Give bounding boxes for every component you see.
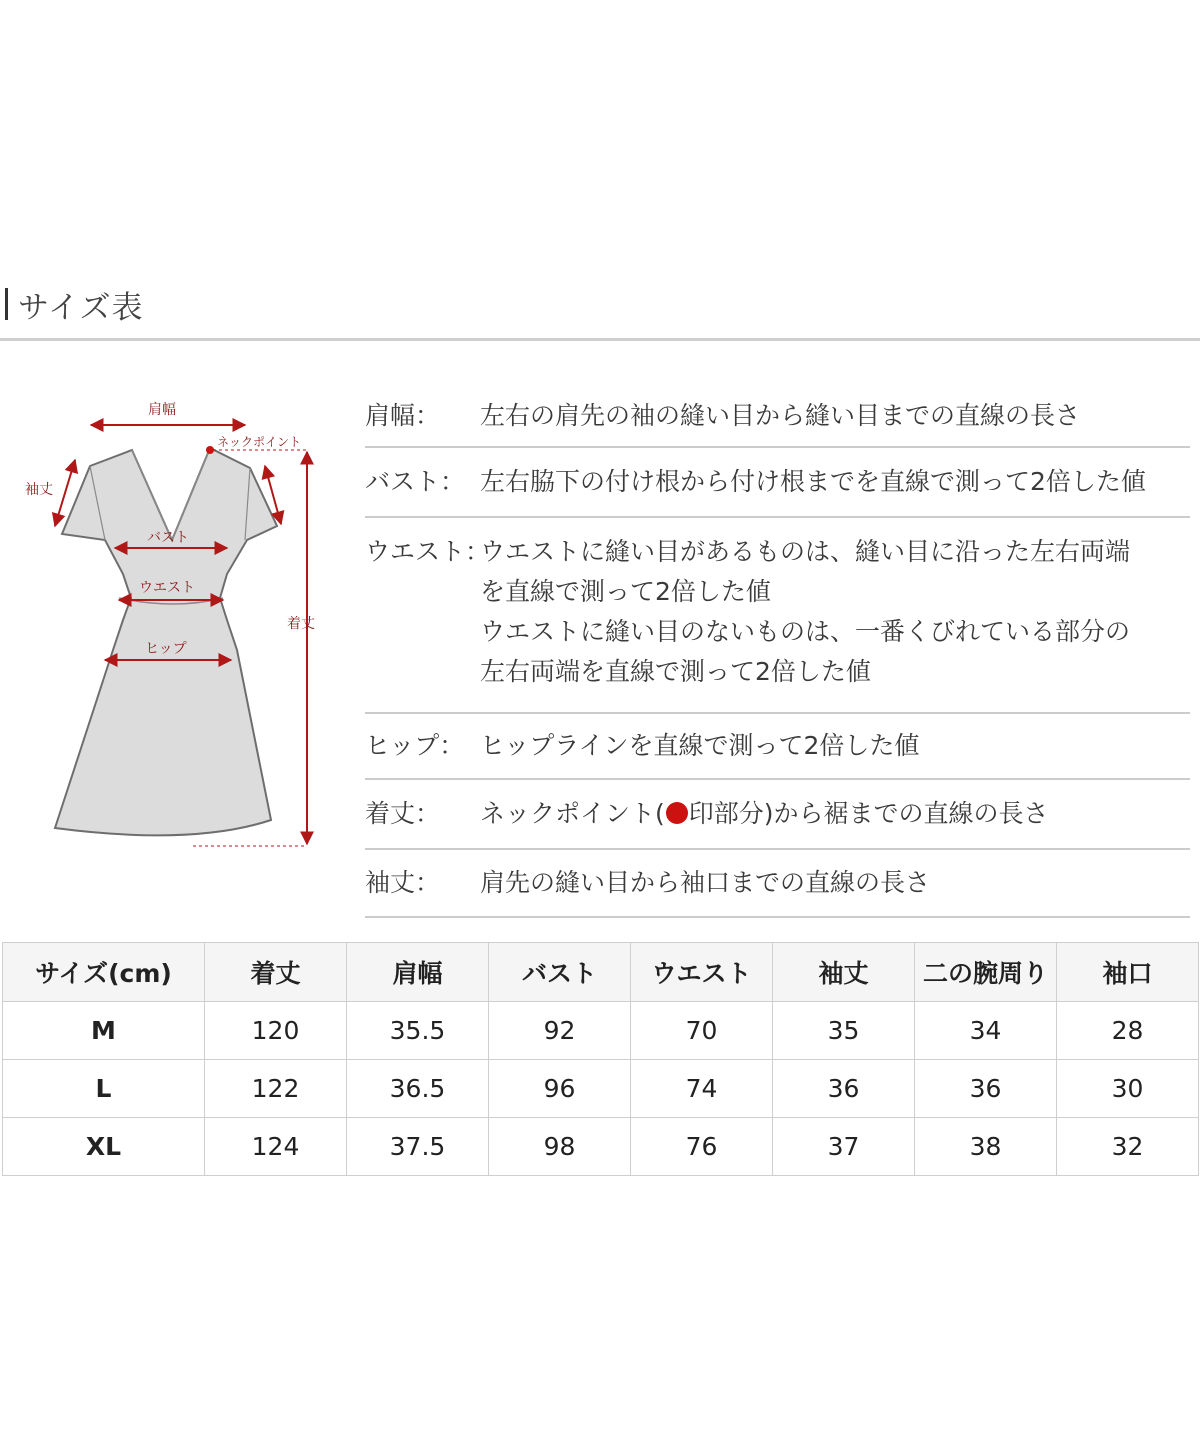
table-cell: 37.5 — [347, 1118, 489, 1176]
table-header-row — [3, 943, 1199, 1002]
table-cell: 124 — [205, 1118, 347, 1176]
definition-line: 肩先の縫い目から袖口までの直線の長さ — [480, 868, 931, 897]
table-cell: 28 — [1057, 1002, 1199, 1060]
definition-term: ヒップ： — [365, 731, 465, 760]
definition-line: を直線で測って2倍した値 — [480, 577, 771, 606]
definition-text — [480, 714, 919, 778]
table-cell: 32 — [1057, 1118, 1199, 1176]
table-cell: 98 — [489, 1118, 631, 1176]
length-label: 着丈 — [287, 616, 315, 632]
definition-line: ヒップラインを直線で測って2倍した値 — [480, 731, 920, 760]
measurement-definitions — [365, 390, 1190, 918]
table-cell: 37 — [773, 1118, 915, 1176]
column-header: サイズ(cm) — [3, 943, 205, 1002]
definition-text — [480, 390, 1080, 446]
definition-text — [480, 850, 930, 916]
sleeve-label: 袖丈 — [25, 482, 53, 498]
bust-label: バスト — [147, 530, 189, 546]
definition-line: ウエストに縫い目のないものは、一番くびれている部分の — [480, 617, 1131, 646]
table-cell: 38 — [915, 1118, 1057, 1176]
size-table — [2, 942, 1199, 1176]
definition-text — [480, 448, 1146, 516]
definition-term: 袖丈： — [365, 868, 441, 897]
table-row — [3, 1002, 1199, 1060]
definition-term: ウエスト： — [365, 537, 491, 566]
definition-waist — [365, 518, 1190, 714]
table-cell: 122 — [205, 1060, 347, 1118]
size-cell: XL — [3, 1118, 205, 1176]
table-cell: 36 — [915, 1060, 1057, 1118]
definition-line: ウエストに縫い目があるものは、縫い目に沿った左右両端 — [480, 537, 1131, 566]
table-cell: 30 — [1057, 1060, 1199, 1118]
column-header: 二の腕周り — [915, 943, 1057, 1002]
definition-term: バスト： — [365, 467, 466, 496]
neck-point-marker — [206, 446, 214, 454]
definition-term: 肩幅： — [365, 401, 441, 430]
table-cell: 96 — [489, 1060, 631, 1118]
shoulder-label: 肩幅 — [148, 402, 176, 418]
table-cell: 120 — [205, 1002, 347, 1060]
column-header: ウエスト — [631, 943, 773, 1002]
column-header: 着丈 — [205, 943, 347, 1002]
column-header: 袖口 — [1057, 943, 1199, 1002]
red-dot-icon — [666, 802, 688, 824]
table-cell: 36 — [773, 1060, 915, 1118]
table-cell: 76 — [631, 1118, 773, 1176]
table-cell: 92 — [489, 1002, 631, 1060]
section-title — [5, 286, 144, 326]
definition-line: ネックポイント( — [480, 799, 665, 828]
definition-line: 左右両端を直線で測って2倍した値 — [480, 657, 871, 686]
definition-term: 着丈： — [365, 799, 441, 828]
column-header: 袖丈 — [773, 943, 915, 1002]
definition-line: 印部分)から裾までの直線の長さ — [688, 799, 1049, 828]
definition-length — [365, 780, 1190, 850]
definition-bust — [365, 448, 1190, 518]
definition-hip — [365, 714, 1190, 780]
neck-point-label: ネックポイント — [217, 435, 302, 449]
table-cell: 70 — [631, 1002, 773, 1060]
title-divider — [0, 338, 1200, 341]
hip-label: ヒップ — [145, 641, 187, 657]
dress-diagram — [15, 388, 335, 858]
page-title: サイズ表 — [18, 289, 144, 326]
definition-text — [480, 780, 1049, 848]
table-row — [3, 1118, 1199, 1176]
waist-label: ウエスト — [139, 580, 195, 596]
definition-shoulder — [365, 390, 1190, 448]
column-header: バスト — [489, 943, 631, 1002]
size-cell: M — [3, 1002, 205, 1060]
size-cell: L — [3, 1060, 205, 1118]
measurement-diagram — [15, 388, 335, 858]
table-cell: 74 — [631, 1060, 773, 1118]
table-cell: 35.5 — [347, 1002, 489, 1060]
column-header: 肩幅 — [347, 943, 489, 1002]
table-cell: 34 — [915, 1002, 1057, 1060]
table-cell: 35 — [773, 1002, 915, 1060]
definition-sleeve — [365, 850, 1190, 918]
definition-text — [480, 532, 1130, 712]
table-row — [3, 1060, 1199, 1118]
table-cell: 36.5 — [347, 1060, 489, 1118]
definition-line: 左右脇下の付け根から付け根までを直線で測って2倍した値 — [480, 467, 1146, 496]
title-accent-bar — [5, 288, 8, 320]
definition-line: 左右の肩先の袖の縫い目から縫い目までの直線の長さ — [480, 401, 1081, 430]
